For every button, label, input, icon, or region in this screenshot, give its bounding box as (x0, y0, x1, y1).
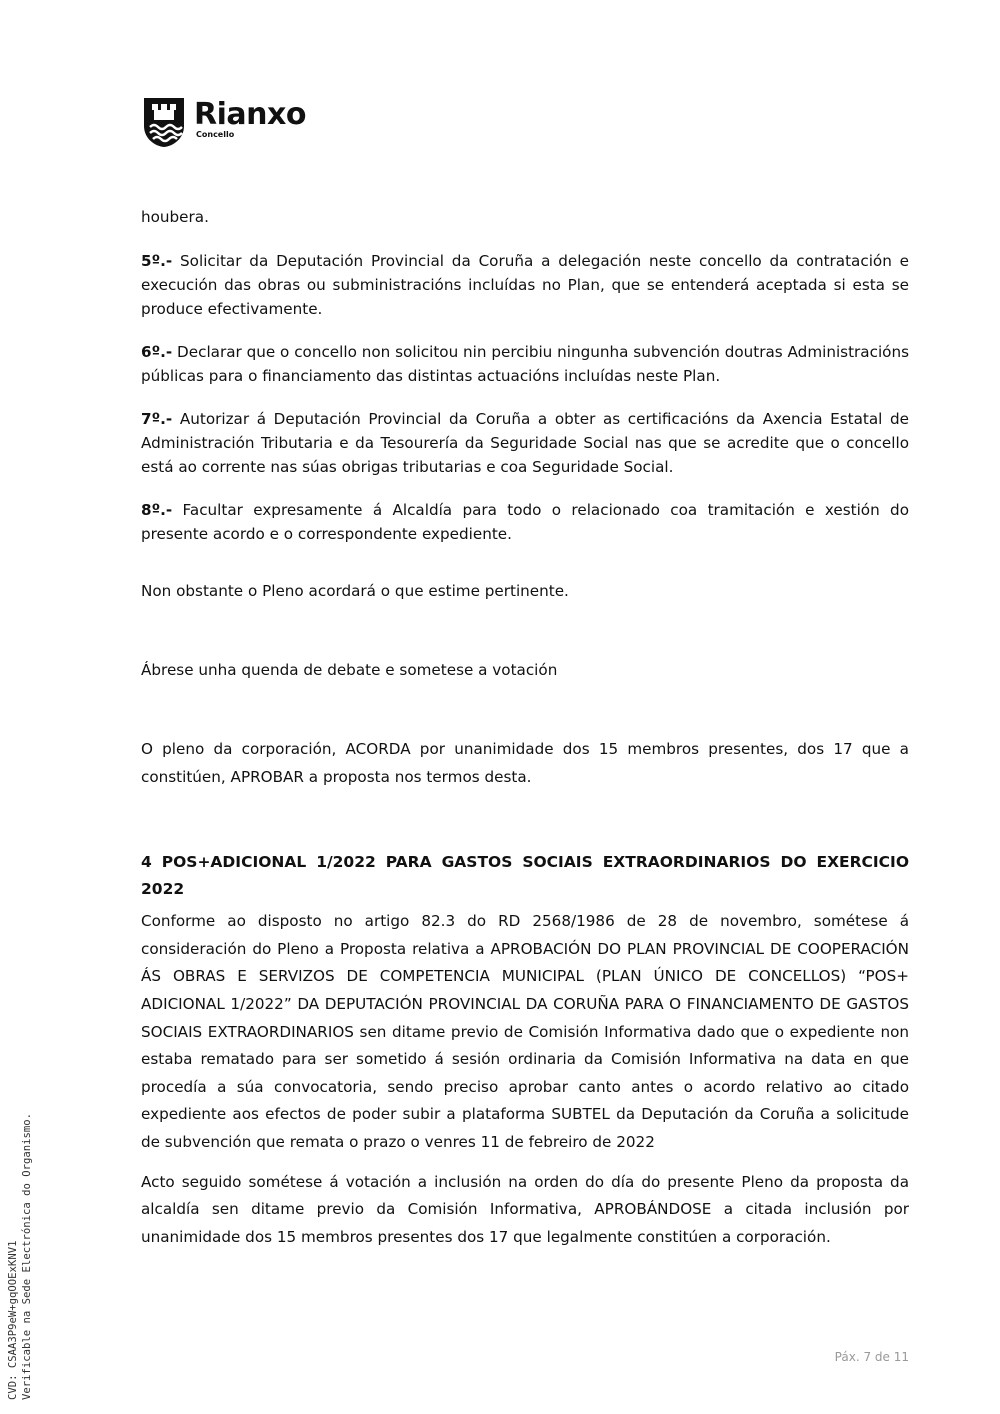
item-number-6: 6º.- (141, 343, 173, 361)
paragraph-houbera: houbera. (141, 208, 209, 226)
paragraph-7 (141, 407, 909, 479)
rianxo-logo (142, 96, 342, 152)
logo-subtitle: Concello (196, 130, 235, 139)
page-number: Páx. 7 de 11 (834, 1350, 909, 1364)
paragraph-8 (141, 498, 909, 546)
paragraph-5 (141, 249, 909, 321)
paragraph-6-text: Declarar que o concello non solicitou nin percibiu ningunha subvención doutras Administracións públicas para o financiamento das distintas actuacións incluídas neste Plan. (141, 343, 909, 385)
paragraph-6 (141, 340, 909, 388)
section-heading: 4 POS+ADICIONAL 1/2022 PARA GASTOS SOCIAIS EXTRAORDINARIOS DO EXERCICIO 2022 (141, 853, 909, 899)
verification-code: CVD: CSAA3P9eW+gqOOExKNV1 (7, 1240, 19, 1400)
paragraph-5-text: Solicitar da Deputación Provincial da Coruña a delegación neste concello da contratación e execución das obras ou subministracións incluídas no Plan, que se entenderá aceptada si esta se produce efectivamente. (141, 252, 909, 318)
paragraph-debate: Ábrese unha quenda de debate e sometese a votación (141, 661, 558, 679)
rianxo-shield-icon (142, 96, 186, 148)
paragraph-acto: Acto seguido sométese á votación a inclusión na orden do día do presente Pleno da proposta da alcaldía sen ditame previo da Comisión Informativa, APROBÁNDOSE a citada inclusión por unanimidade dos 15 membros presentes dos 17 que legalmente constitúen a corporación. (141, 1172, 909, 1246)
verification-stamp (6, 1113, 34, 1400)
paragraph-acorda: O pleno da corporación, ACORDA por unanimidade dos 15 membros presentes, dos 17 que a constitúen, APROBAR a proposta nos termos desta. (141, 740, 909, 786)
item-number-7: 7º.- (141, 410, 173, 428)
verification-note: Verificable na Sede Electrónica do Organismo. (21, 1112, 33, 1400)
paragraph-8-text: Facultar expresamente á Alcaldía para todo o relacionado coa tramitación e xestión do presente acordo e o correspondente expediente. (141, 501, 909, 543)
paragraph-non-obstante: Non obstante o Pleno acordará o que estime pertinente. (141, 582, 569, 600)
document-body (141, 205, 909, 1251)
paragraph-conforme: Conforme ao disposto no artigo 82.3 do RD 2568/1986 de 28 de novembro, sométese á consideración do Pleno a Proposta relativa a APROBACIÓN DO PLAN PROVINCIAL DE COOPERACIÓN ÁS OBRAS E SERVIZOS DE COMPETENCIA MUNICIPAL (PLAN ÚNICO DE CONCELLOS) “POS+ ADICIONAL 1/2022” DA DEPUTACIÓN PROVINCIAL DA CORUÑA PARA O FINANCIAMENTO DE GASTOS SOCIAIS EXTRAORDINARIOS sen ditame previo de Comisión Informativa dado que o expediente non estaba rematado para ser sometido á sesión ordinaria da Comisión Informativa na data en que procedía a súa convocatoria, sendo preciso aprobar canto antes o acordo relativo ao citado expediente aos efectos de poder subir a plataforma SUBTEL da Deputación da Coruña a solicitude de subvención que remata o prazo o venres 11 de febreiro de 2022 (141, 912, 909, 1151)
item-number-8: 8º.- (141, 501, 173, 519)
logo-name: Rianxo (194, 97, 306, 132)
paragraph-7-text: Autorizar á Deputación Provincial da Coruña a obter as certificacións da Axencia Estatal de Administración Tributaria e da Tesourería da Seguridade Social nas que se acredite que o concello está ao corrente nas súas obrigas tributarias e coa Seguridade Social. (141, 410, 909, 476)
item-number-5: 5º.- (141, 252, 173, 270)
